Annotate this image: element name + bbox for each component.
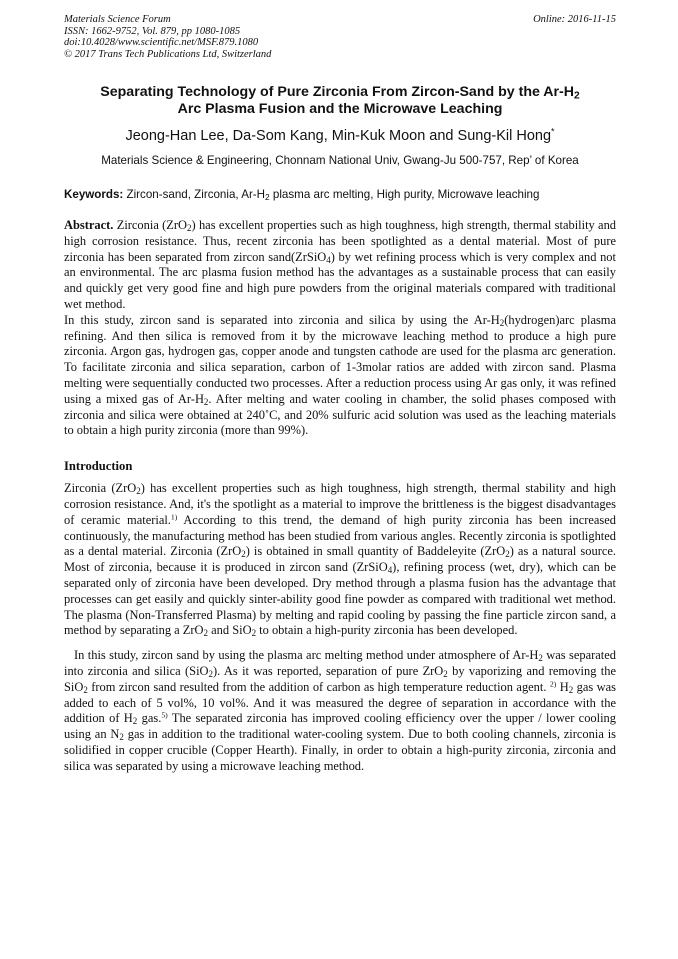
abstract-paragraph-2: In this study, zircon sand is separated into zirconia and silica by using the $Ar-H_2(hydrogen)arc$ plasma refining. And then silica is removed from it by the microwave leaching method to produce a high pure zirconia. Argon gas, hydrogen gas, copper anode and tungsten cathode are used for the plasma arc generation. To facilitate zirconia and silica separation, carbon of 1-3molar ratios are added with zircon sand. Plasma melting were sequentially conducted two processes. After a reduction process using Ar gas only, it was refined using a mixed gas of $Ar-H_2$. After melting and water cooling in chamber, the solid phases composed with zirconia and silica were obtained at 240˚C, and 20% sulfuric acid solution was used as the leaching materials to obtain a high purity zirconia (more than 99%). (64, 312, 616, 438)
issn-volume: ISSN: 1662-9752, Vol. 879, pp 1080-1085 (64, 25, 241, 37)
affiliation: Materials Science & Engineering, Chonnam National Univ, Gwang-Ju 500-757, Rep’ of Korea (101, 154, 579, 167)
introduction-paragraph-2: In this study, zircon sand by using the plasma arc melting method under atmosphere of $Ar-H_2$ was separated into zirconia and silica (SiO$_2$). As it was reported, separation of pure ZrO$_2$ by vaporizing and removing the SiO$_2$ from zircon sand resulted from the addition of carbon as high temperature reduction agent. $^{2)}$ $H_2$ gas was added to each of 5 vol%, 10 vol%. And it was measured the degree of separation in accordance with the addition of $H_2$ gas.$^{5)}$ The separated zirconia has improved cooling efficiency over the upper / lower cooling using an $N_2$ gas in addition to the traditional water-cooling system. Due to both cooling channels, zirconia is solidified in copper crucible (Copper Hearth). Finally, in order to obtain a high-purity zirconia, zirconia and silica was separated by using a microwave leaching method. (64, 648, 616, 773)
abstract-label: Abstract. (64, 218, 114, 232)
journal-name: Materials Science Forum (64, 14, 171, 25)
abstract-paragraph-1 (64, 218, 616, 313)
keywords-text: Zircon-sand, Zirconia, $Ar-H_2$ plasma arc melting, High purity, Microwave leaching (126, 188, 540, 203)
online-date: Online: 2016-11-15 (533, 14, 616, 25)
doi: doi:10.4028/www.scientific.net/MSF.879.1080 (64, 37, 259, 48)
paper-title: Separating Technology of Pure Zirconia From Zircon-Sand by the $Ar-H_2$ Arc Plasma Fusion and the Microwave Leaching (100, 84, 580, 117)
publication-info (64, 14, 271, 60)
paper-page (64, 14, 616, 775)
keywords-label: Keywords: (64, 188, 124, 201)
authors: Jeong-Han Lee, Da-Som Kang, Min-Kuk Moon and Sung-Kil Hong* (125, 126, 555, 144)
keywords (64, 188, 616, 201)
introduction-paragraph-1: Zirconia (ZrO$_2$) has excellent properties such as high toughness, high strength, thermal stability and high corrosion resistance. And, it's the spotlight as a material to improve the brittleness is the biggest disadvantages of ceramic material.$^{1)}$ According to this trend, the demand of high purity zirconia has been increased continuously, the manufacturing method has been studied from various angles. Recently zirconia is spotlighted as a dental material. Zirconia (ZrO$_2$) is obtained in small quantity of Baddeleyite (ZrO$_2$) as a natural source. Most of zirconia, because it is produced in zircon sand (ZrSiO$_4$), refining process (wet, dry), which can be separated only of zirconia have been developed. Dry method through a plasma fusion has the advantage that processes can get easily and quickly sinter-ability good fine powder as compared with traditional wet method. The plasma (Non-Transferred Plasma) by melting and rapid cooling by passing the fine particle zircon sand, a method by separating a ZrO$_2$ and SiO$_2$ to obtain a high-purity zirconia has been developed. (64, 481, 616, 639)
abstract (64, 218, 616, 439)
copyright: © 2017 Trans Tech Publications Ltd, Switzerland (64, 48, 272, 60)
publication-header (64, 14, 616, 64)
introduction-heading: Introduction (64, 459, 133, 474)
abstract-text-1: Zirconia (ZrO$_2$) has excellent properties such as high toughness, high strength, thermal stability and high corrosion resistance. Thus, recent zirconia has been spotlighted as a dental material. Most of pure zirconia has been separated from zircon sand(ZrSiO$_4$) by wet refining process which is very complex and not an environmental. The arc plasma fusion method has the advantages as a sustainable process that can easily and quickly get very good fine and high pure powders from the original materials compared with traditional wet method. (64, 218, 617, 311)
